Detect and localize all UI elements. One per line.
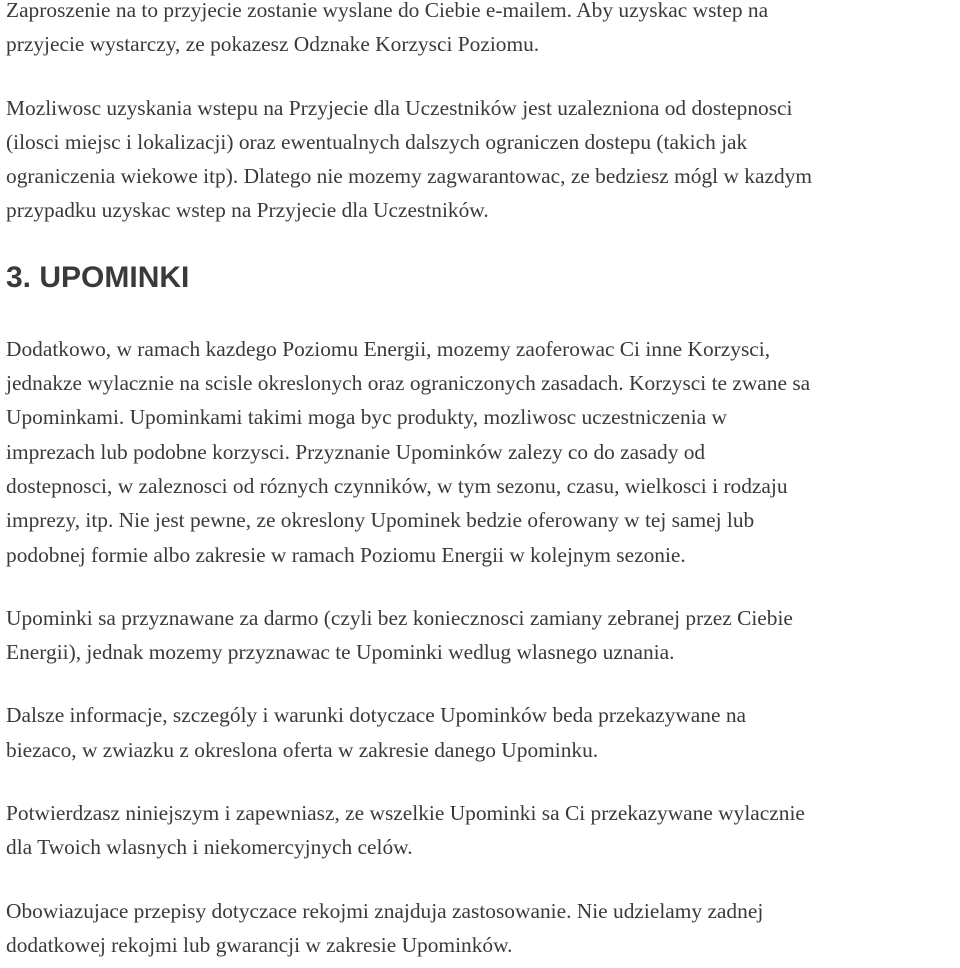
- text-line: przypadku uzyskac wstep na Przyjecie dla Uczestników.: [6, 198, 489, 223]
- text-line: imprezach lub podobne korzysci. Przyznanie Upominków zalezy co do zasady od: [6, 439, 706, 464]
- text-line: Obowiazujace przepisy dotyczace rekojmi znajduja zastosowanie. Nie udzielamy zadnej: [6, 898, 764, 923]
- text-line: biezaco, w zwiazku z okreslona oferta w zakresie danego Upominku.: [6, 737, 599, 762]
- paragraph-gifts-free: [6, 601, 956, 670]
- text-line: Upominki sa przyznawane za darmo (czyli bez koniecznosci zamiany zebranej przez Ciebie: [6, 605, 793, 630]
- text-line: imprezy, itp. Nie jest pewne, ze okreslony Upominek bedzie oferowany w tej samej lub: [6, 508, 755, 533]
- paragraph-warranty: [6, 894, 956, 963]
- text-line: Upominkami. Upominkami takimi moga byc produkty, mozliwosc uczestniczenia w: [6, 405, 727, 430]
- text-line: Zaproszenie na to przyjecie zostanie wyslane do Ciebie e-mailem. Aby uzyskac wstep na: [6, 0, 769, 22]
- text-line: Dodatkowo, w ramach kazdego Poziomu Energii, mozemy zaoferowac Ci inne Korzysci,: [6, 336, 771, 361]
- text-line: podobnej formie albo zakresie w ramach Poziomu Energii w kolejnym sezonie.: [6, 542, 686, 567]
- text-line: dostepnosci, w zaleznosci od róznych czynników, w tym sezonu, czasu, wielkosci i rodzaju: [6, 473, 788, 498]
- text-line: przyjecie wystarczy, ze pokazesz Odznake Korzysci Poziomu.: [6, 32, 540, 57]
- text-line: Mozliwosc uzyskania wstepu na Przyjecie dla Uczestników jest uzalezniona od dostepnosci: [6, 95, 793, 120]
- text-line: dodatkowej rekojmi lub gwarancji w zakresie Upominków.: [6, 932, 513, 957]
- text-line: Energii), jednak mozemy przyznawac te Upominki wedlug wlasnego uznania.: [6, 640, 675, 665]
- paragraph-gifts-intro: [6, 332, 956, 572]
- text-line: Dalsze informacje, szczególy i warunki dotyczace Upominków beda przekazywane na: [6, 703, 747, 728]
- text-line: jednakze wylacznie na scisle okreslonych oraz ograniczonych zasadach. Korzysci te zwane sa: [6, 371, 811, 396]
- paragraph-entry-availability: [6, 91, 956, 228]
- document-page: [6, 0, 956, 962]
- text-line: dla Twoich wlasnych i niekomercyjnych celów.: [6, 835, 413, 860]
- text-line: (ilosci miejsc i lokalizacji) oraz ewentualnych dalszych ograniczen dostepu (takich jak: [6, 129, 748, 154]
- paragraph-personal-use: [6, 796, 956, 865]
- text-line: ograniczenia wiekowe itp). Dlatego nie mozemy zagwarantowac, ze bedziesz mógl w kazdym: [6, 164, 812, 189]
- paragraph-invitation: [6, 0, 956, 62]
- paragraph-further-info: [6, 698, 956, 767]
- section-heading: 3. UPOMINKI: [6, 260, 190, 294]
- text-line: Potwierdzasz niniejszym i zapewniasz, ze wszelkie Upominki sa Ci przekazywane wylacznie: [6, 801, 805, 826]
